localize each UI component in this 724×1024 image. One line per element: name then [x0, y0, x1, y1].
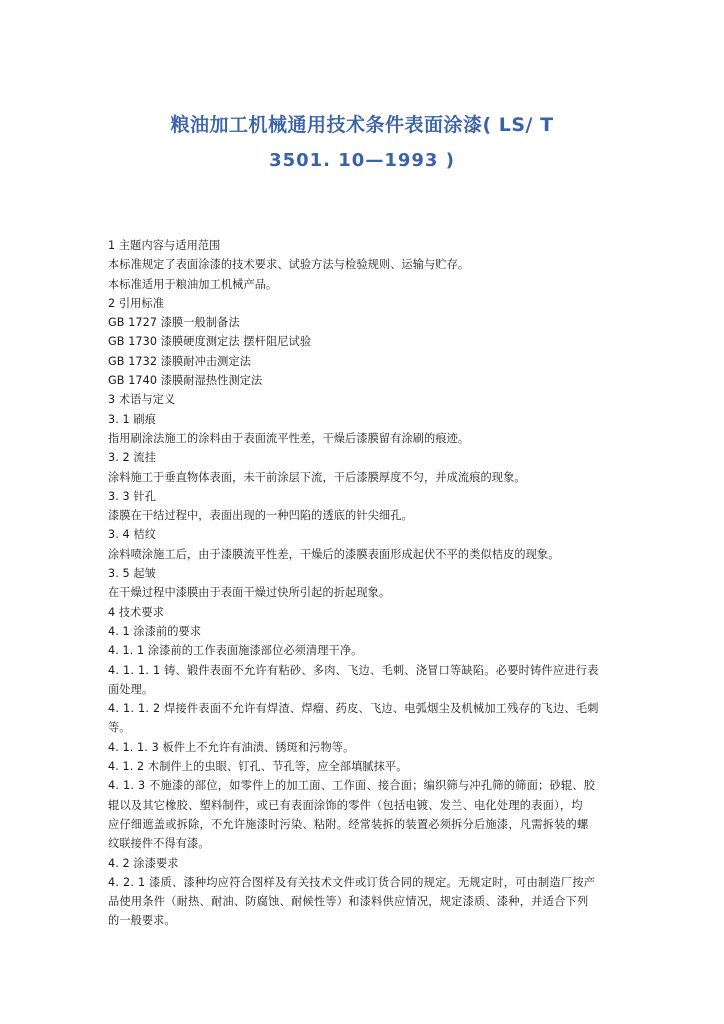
clause-continuation: 面处理。 [108, 682, 154, 696]
term-heading: 3. 2 流挂 [108, 451, 156, 465]
clause-line: 4. 2. 1 漆质、漆种均应符合图样及有关技术文件或订货合同的规定。无规定时，可由制造厂按产 [108, 875, 596, 889]
clause-line: 4. 1. 1 涂漆前的工作表面施漆部位必须清理干净。 [108, 644, 363, 658]
section-heading: 2 引用标准 [108, 296, 165, 310]
document-body [108, 236, 620, 931]
clause-line: 4. 1. 1. 2 焊接件表面不允许有焊渣、焊瘤、药皮、飞边、电弧烟尘及机械加工残存的飞边、毛刺 [108, 702, 599, 716]
term-heading: 3. 3 针孔 [108, 489, 156, 503]
clause-continuation: 辊以及其它橡胶、塑料制件，或已有表面涂饰的零件（包括电镀、发兰、电化处理的表面），均 [108, 798, 583, 812]
reference-standard: GB 1732 漆膜耐冲击测定法 [108, 354, 252, 368]
document-title: 粮油加工机械通用技术条件表面涂漆( LS/ T [170, 114, 554, 136]
clause-continuation: 品使用条件（耐热、耐油、防腐蚀、耐候性等）和漆料供应情况，规定漆质、漆种，并适合下列 [108, 895, 589, 909]
reference-standard: GB 1740 漆膜耐湿热性测定法 [108, 374, 263, 388]
clause-continuation: 等。 [108, 721, 131, 735]
term-heading: 3. 5 起皱 [108, 567, 156, 581]
paragraph-line: 涂料喷涂施工后，由于漆膜流平性差，干燥后的漆膜表面形成起伏不平的类似桔皮的现象。 [108, 547, 560, 561]
paragraph-line: 本标准适用于粮油加工机械产品。 [108, 277, 278, 291]
reference-standard: GB 1727 漆膜一般制备法 [108, 316, 240, 330]
reference-standard: GB 1730 漆膜硬度测定法 摆杆阻尼试验 [108, 335, 312, 349]
paragraph-line: 本标准规定了表面涂漆的技术要求、试验方法与检验规则、运输与贮存。 [108, 258, 470, 272]
section-heading: 1 主题内容与适用范围 [108, 239, 221, 252]
paragraph-line: 漆膜在干结过程中，表面出现的一种凹陷的透底的针尖细孔。 [108, 509, 413, 523]
section-heading: 3 术语与定义 [108, 393, 176, 407]
paragraph-line: 在干燥过程中漆膜由于表面干燥过快所引起的折起现象。 [108, 586, 391, 600]
clause-continuation: 应仔细遮盖或拆除，不允许施漆时污染、粘附。经常装拆的装置必须拆分后施漆，凡需拆装的螺 [108, 817, 589, 831]
clause-line: 4. 1. 1. 3 板件上不允许有油渍、锈斑和污物等。 [108, 740, 355, 754]
term-heading: 3. 4 桔纹 [108, 528, 156, 542]
clause-continuation: 纹联接件不得有漆。 [108, 837, 210, 851]
subsection-heading: 4. 1 涂漆前的要求 [108, 624, 202, 638]
clause-line: 4. 1. 2 木制件上的虫眼、钉孔、节孔等，应全部填腻抹平。 [108, 760, 408, 774]
paragraph-line: 指用刷涂法施工的涂料由于表面流平性差，干燥后漆膜留有涂刷的痕迹。 [108, 431, 470, 445]
clause-continuation: 的一般要求。 [108, 914, 176, 928]
paragraph-line: 涂料施工于垂直物体表面，未干前涂层下流，干后漆膜厚度不匀，并成流痕的现象。 [108, 470, 526, 484]
subsection-heading: 4. 2 涂漆要求 [108, 856, 179, 870]
document-title-standard-number: 3501. 10—1993 ) [269, 150, 455, 171]
section-heading: 4 技术要求 [108, 605, 165, 619]
term-heading: 3. 1 刷痕 [108, 412, 156, 426]
clause-line: 4. 1. 1. 1 铸、锻件表面不允许有粘砂、多肉、飞边、毛刺、浇冒口等缺陷。必要时铸件应进行表 [108, 663, 599, 677]
clause-line: 4. 1. 3 不施漆的部位，如零件上的加工面、工作面、接合面；编织筛与冲孔筛的筛面；砂辊、胶 [108, 779, 596, 793]
